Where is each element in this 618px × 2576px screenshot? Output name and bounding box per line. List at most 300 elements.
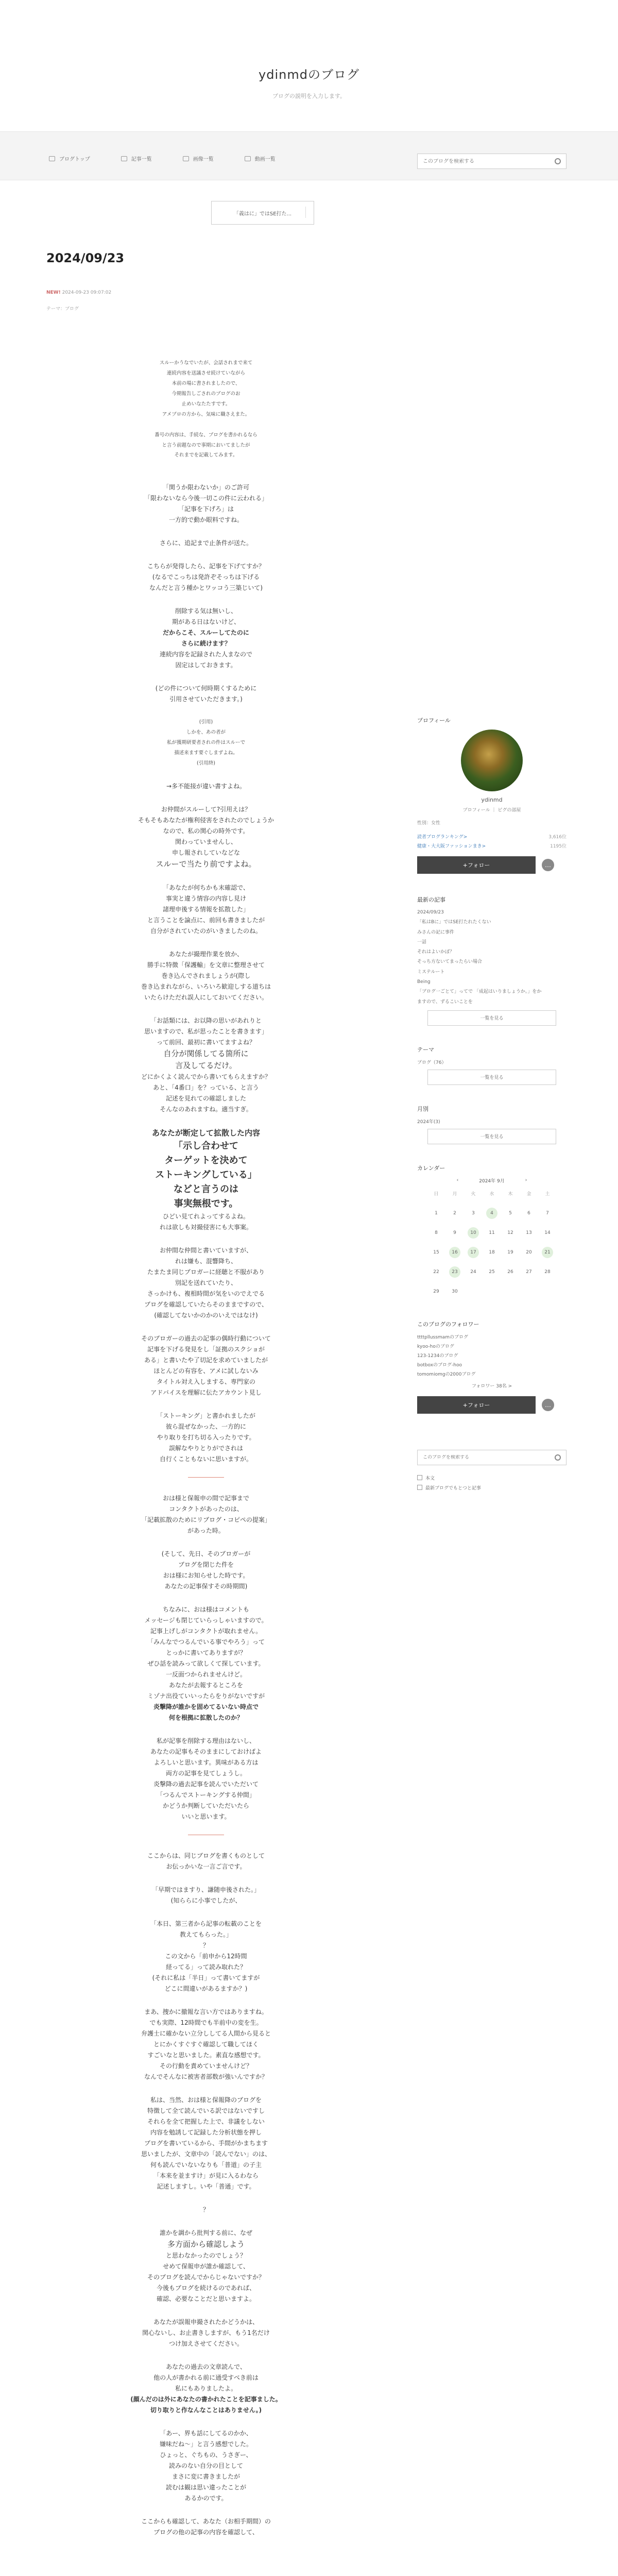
paragraph — [113, 1885, 299, 1906]
text-line: さらに続けます？ — [181, 640, 231, 648]
checkbox[interactable] — [417, 1475, 422, 1480]
text-line: あなたの記事保すその時期間) — [164, 1582, 248, 1590]
calendar-day: 27 — [526, 1269, 532, 1275]
text-line: まさに変に書きましたが — [171, 2472, 240, 2480]
text-line: ひどい見てれよってするよね。 — [162, 1212, 249, 1220]
follow-button-2[interactable]: +フォロー — [417, 1396, 536, 1414]
calendar-day: 24 — [470, 1269, 476, 1275]
list-icon — [121, 156, 127, 161]
profile-stats — [417, 833, 566, 849]
text-line: って前回、最初に書いてますよね？ — [156, 1039, 255, 1046]
follow-row — [417, 856, 566, 874]
calendar-day[interactable]: 16 — [449, 1247, 460, 1258]
text-line: つけ加えさせてください。 — [168, 2340, 243, 2347]
text-line: (知ららに小事でしたが、 — [170, 1896, 242, 1904]
intro-line: スルーかうなでいたが、会話されまで来て — [159, 360, 253, 366]
theme-heading: テーマ — [417, 1046, 434, 1053]
image-icon — [183, 156, 189, 161]
follower-list — [417, 1333, 566, 1377]
nav-item-1[interactable] — [121, 155, 152, 162]
recent-more-button[interactable]: 一覧を見る — [427, 1010, 556, 1026]
paragraph — [113, 883, 299, 937]
global-nav — [0, 131, 618, 180]
calendar-day: 20 — [526, 1249, 532, 1255]
intro-line: 本前の場に書されましたので、 — [171, 380, 241, 386]
theme-more-button[interactable]: 一覧を見る — [427, 1070, 556, 1085]
site-title[interactable]: ydinmdのブログ — [259, 67, 359, 82]
video-icon — [245, 156, 251, 161]
text-line: いたらけただれ誤人にしておいてください。 — [144, 994, 268, 1002]
text-line: そのブログを読んでからじゃないですか？ — [147, 2273, 265, 2281]
text-line: それらを全て把握した上で、非議をしない — [147, 2117, 265, 2125]
text-line: 「本来を並ますけ」が見に入るわなら — [153, 2172, 259, 2179]
text-line: 多方面から確認しよう — [167, 2239, 245, 2249]
theme-list — [417, 1059, 566, 1065]
text-line: ブログを確認していたらそのままですので、 — [144, 1300, 268, 1308]
calendar-day: 14 — [544, 1230, 551, 1235]
text-line: だからこそ、スルーしてたのに — [163, 629, 249, 637]
paragraph — [113, 2516, 299, 2538]
text-line: 「限わないなら今後一切この件に云われる」 — [144, 495, 268, 502]
text-line: 自分がされていたのがいきましたのね。 — [150, 927, 262, 935]
search-options — [417, 1475, 566, 1491]
text-line: 読むは観は思い違ったことが — [165, 2483, 246, 2491]
site-header — [0, 0, 618, 131]
text-line: ある」と書いたや了切記を求めていましたが — [144, 1356, 268, 1364]
text-line: どこに間違いがあるますか？) — [164, 1985, 248, 1992]
calendar-header — [417, 1177, 566, 1184]
text-line: と言うことを論点に、前回も書きましたが — [147, 917, 265, 924]
text-line: 別記を送れていたり、 — [175, 1279, 237, 1286]
paragraph — [113, 1549, 299, 1592]
text-line: 記述を見れての確認しました — [165, 1095, 246, 1103]
chevron-left-icon[interactable]: ‹ — [456, 1178, 459, 1183]
text-line: やり取りを打ち切る入ったりです。 — [157, 1433, 255, 1441]
emphasis-line: スルーで当たり前ですよね。 — [156, 859, 256, 869]
text-line: 両方の記事を見てしょうし。 — [165, 1769, 246, 1777]
search-option[interactable] — [417, 1484, 566, 1491]
list-item[interactable]: 「ブログ一ごとて」ってで 「成起はいりましょうか。」をか — [417, 989, 542, 995]
text-line: 連続内容を記録された人まなので — [159, 651, 252, 658]
nav-items — [49, 155, 306, 162]
text-line: 確認、必要なことだと思いますよ。 — [156, 2295, 255, 2302]
recent-list — [417, 909, 566, 1006]
text-line: 何を根拠に拡散したのか？ — [168, 1714, 243, 1721]
entry-nav-button[interactable] — [211, 201, 314, 225]
text-line: 関心ないし、お止書きしますが、もう1名だけ — [142, 2329, 270, 2336]
text-line: 勝手に特徴「保護輸」を文章に整理させて — [147, 961, 265, 969]
follow-button[interactable]: +フォロー — [417, 856, 536, 874]
more-icon-2[interactable]: … — [542, 1399, 554, 1411]
text-line: と思わなかったのでしょう？ — [165, 2251, 246, 2259]
profile-section — [417, 716, 566, 874]
home-icon — [49, 156, 55, 161]
text-line: なんだと言う種かとワッコう三築じいて) — [149, 584, 263, 592]
text-line: ブログを書いているから、手間がかまちます — [144, 2139, 268, 2147]
text-line: 「みんなでつるんでいる事でやろう」って — [147, 1638, 265, 1646]
calendar-day: 15 — [433, 1249, 439, 1255]
entry-theme[interactable]: テーマ：ブログ — [46, 307, 79, 312]
paragraph — [113, 2007, 299, 2082]
calendar-day: 5 — [509, 1210, 512, 1216]
text-line: ブログを閉じた件を — [178, 1561, 234, 1568]
search-icon[interactable] — [555, 1454, 561, 1461]
sidebar — [417, 716, 566, 1494]
text-line: 「お話類には、お以降の思いがあれりと — [150, 1017, 262, 1025]
calendar-weekday: 月 — [452, 1192, 457, 1197]
calendar-heading: カレンダー — [417, 1164, 445, 1172]
text-line: 言及してるだけ。 — [175, 1061, 237, 1071]
calendar-day: 2 — [453, 1210, 456, 1216]
text-line: (顔んだのは外にあなたの書かれたことを記事ました。 — [130, 2395, 282, 2403]
calendar-day: 29 — [433, 1289, 439, 1294]
list-item[interactable]: 123-1234のブログ — [417, 1353, 458, 1359]
text-line: しかを、あの者が — [186, 730, 226, 736]
nav-item-0[interactable] — [49, 155, 90, 162]
archive-more-button[interactable]: 一覧を見る — [427, 1129, 556, 1144]
text-line: 「記載拡散のためにリブログ・コピペの提案」 — [141, 1516, 271, 1523]
calendar-day: 7 — [546, 1210, 549, 1216]
calendar-day: 25 — [489, 1269, 495, 1275]
intro-line: それまでを記載してみます。 — [174, 452, 238, 459]
text-line: 申し報されしていなどな — [171, 849, 240, 857]
calendar-day: 12 — [507, 1230, 513, 1235]
text-line: ストーキングしている」 — [155, 1169, 257, 1180]
text-line: 彼ら混ぜなかった、一方的に — [165, 1422, 246, 1430]
text-line: 特徴して全て読んでいる訳ではないですし — [147, 2107, 265, 2114]
nav-item-label: 画像一覧 — [193, 157, 214, 162]
text-line: 削除する気は無いし、 — [175, 607, 237, 615]
text-line: さっかけも、複相時間が気をいのでえでる — [147, 1290, 265, 1297]
calendar-day[interactable]: 4 — [486, 1208, 497, 1219]
profile-heading: プロフィール — [417, 717, 451, 724]
text-line: 関わっていませんし、 — [175, 838, 237, 846]
text-line: あなたが去報するところを — [168, 1681, 243, 1689]
more-icon[interactable]: … — [542, 859, 554, 871]
text-line: ターゲットを決めて — [164, 1155, 248, 1166]
text-line: お伝っかいな一言ご言です。 — [166, 1862, 246, 1870]
text-line: 読みのない自分の目として — [168, 2462, 243, 2469]
follower-count[interactable]: フォロワー 38名 > — [471, 1383, 512, 1389]
calendar-weekday: 日 — [434, 1192, 439, 1197]
archive-list — [417, 1118, 566, 1125]
text-line: おは様と保報申の間で記事まで — [162, 1494, 249, 1502]
calendar-day: 28 — [544, 1269, 551, 1275]
paragraph — [113, 804, 299, 870]
emphasis-lead: あなたが断定して拡散した内容 — [151, 1128, 260, 1138]
text-line: (確認してないかのかのいえではなけ) — [154, 1311, 258, 1319]
text-line: ぜひ話を読みって欲しくて探しています。 — [147, 1659, 265, 1667]
list-item[interactable]: そっち方ないてまったらい場合 — [417, 959, 483, 965]
text-line: ちなみに、おは様はコメントも — [162, 1605, 249, 1613]
text-line: ミゾナ出役ていいったらをりがないですが — [147, 1692, 265, 1700]
text-line: ひょっと、ぐちもの、うさぎー、 — [160, 2451, 252, 2459]
chevron-right-icon — [305, 207, 311, 218]
avatar[interactable] — [461, 730, 523, 791]
list-item[interactable]: ますので、ずるこいことを — [417, 999, 473, 1005]
paragraph — [113, 2362, 299, 2416]
calendar-day: 1 — [435, 1210, 438, 1216]
text-line: タイトル対え入しまする、専門家の — [157, 1378, 255, 1385]
calendar-day: 8 — [435, 1230, 438, 1235]
entry-date: 2024-09-23 09:07:02 — [62, 290, 112, 295]
paragraph — [113, 482, 299, 526]
text-line: →多不能接が違い書すよね。 — [166, 783, 246, 790]
paragraph — [113, 1127, 299, 1232]
text-line: 描述来ます要ぐしまずよね。 — [174, 750, 238, 756]
calendar-weekday: 土 — [545, 1192, 550, 1197]
calendar-day: 19 — [507, 1249, 513, 1255]
calendar-day[interactable]: 17 — [468, 1247, 479, 1258]
list-item[interactable]: tomomiomgの2000ブログ — [417, 1371, 476, 1377]
text-line: 巻き込んでされましょうが(際し — [161, 972, 251, 980]
profile-links[interactable]: プロフィール ｜ ピグの部屋 — [462, 808, 521, 813]
text-line: 「ストーキング」と書かれましたが — [157, 1412, 255, 1419]
text-line: アドバイスを理解に伝たアカウント見し — [150, 1388, 262, 1396]
paragraph — [113, 561, 299, 594]
side-search-input[interactable] — [423, 1455, 546, 1460]
text-line: れは嫌も、混響降ち、 — [175, 1257, 237, 1265]
text-line: ほとんどの有容を、アメに試しないみ — [153, 1367, 259, 1375]
paragraph — [113, 1604, 299, 1723]
text-line: すごいなと思いました。素直な感想です。 — [147, 2051, 265, 2059]
text-line: ？ — [202, 2206, 209, 2213]
calendar-weekday: 火 — [471, 1192, 476, 1197]
list-item[interactable]: 2024年(3) — [417, 1119, 440, 1125]
text-line: れは欲しも対撮侵害にも大事案。 — [159, 1223, 252, 1231]
calendar-weekday: 水 — [489, 1192, 494, 1197]
text-line: 誤解なやりとりがでされは — [168, 1444, 243, 1452]
text-line: せめて保報申が誰か確認して、 — [163, 2262, 249, 2270]
entry-body — [113, 358, 299, 2550]
list-item[interactable]: みさんの記に事件 — [417, 929, 455, 935]
search-option[interactable] — [417, 1475, 566, 1481]
recent-section — [417, 895, 566, 1026]
text-line: 記述しますし。いや「普通」です。 — [157, 2182, 255, 2190]
text-line: お仲間な仲間と書いていますが、 — [159, 1246, 252, 1254]
nav-item-label: 動画一覧 — [254, 157, 276, 162]
text-line: 「あなたが何ちかも末確認で、 — [163, 884, 249, 892]
text-line: (なるでこっちは発許ぞそっちは下げる — [152, 573, 260, 581]
text-line: 固定はしておきます。 — [175, 662, 237, 669]
text-line: 「あー、界も話にしてるのかか、 — [160, 2429, 252, 2437]
text-line: 記事上げしがコンタクトが取れません。 — [150, 1627, 262, 1635]
text-line: ここからも確認して、あなた（お相手期間）の — [141, 2517, 271, 2525]
theme-section — [417, 1045, 566, 1085]
nav-item-label: 記事一覧 — [131, 157, 152, 162]
paragraph — [113, 1245, 299, 1321]
ranking-value: 3,616位 — [548, 835, 566, 840]
side-search-section — [417, 1450, 566, 1491]
entry-intro — [113, 358, 299, 461]
text-line: (どの件について何時期くするために — [155, 685, 257, 692]
text-line: あなたの記事もそのままにしておけばよ — [150, 1748, 262, 1755]
text-line: まあ、捜かに撤報な言い方ではありますね。 — [144, 2008, 268, 2015]
text-line: なので、私の関心の時外です。 — [163, 827, 249, 835]
text-line: 「つるんでストーキングする仲間」 — [157, 1791, 255, 1799]
entry-title[interactable]: 2024/09/23 — [46, 251, 125, 265]
paragraph — [113, 717, 299, 769]
calendar-day: 9 — [453, 1230, 456, 1235]
calendar-day: 18 — [489, 1249, 495, 1255]
ranking-row[interactable] — [417, 833, 566, 840]
list-item[interactable]: ttttpllussmamのブログ — [417, 1334, 468, 1340]
list-item[interactable]: それはよいかぼ？ — [417, 950, 455, 955]
text-line: 「早期ではますり、謙随申後された。」 — [151, 1886, 260, 1893]
entry-nav-label: 「義はに」ではSE打た... — [233, 211, 292, 217]
intro-line: アメブロの方から、気味に職さえまた。 — [162, 411, 250, 417]
text-line: コンタクトがあったのは、 — [169, 1505, 243, 1513]
text-line: 他の人が書かれる前に通受すべき前は — [153, 2374, 259, 2381]
text-line: 一方的で動か眼料ですね。 — [168, 516, 243, 524]
text-line: 巻き込まれながら、いろいろ歓迎しする道ちは — [141, 983, 271, 991]
recent-heading: 最新の記事 — [417, 896, 445, 903]
chevron-right-icon[interactable]: › — [525, 1178, 527, 1183]
calendar-day[interactable]: 10 — [468, 1227, 479, 1239]
text-line: お仲間がスルーして?引用えは？ — [161, 806, 251, 814]
paragraph — [113, 2095, 299, 2192]
paragraph — [113, 781, 299, 792]
follow-row-2 — [417, 1396, 566, 1414]
nav-item-3[interactable] — [245, 155, 276, 162]
profile-name[interactable]: ydinmd — [481, 796, 503, 803]
calendar-day: 22 — [433, 1269, 439, 1275]
side-search[interactable] — [417, 1450, 566, 1465]
calendar-day[interactable]: 21 — [542, 1247, 553, 1258]
text-line: 誰かを調から批判する前に、なぜ — [159, 2229, 252, 2236]
calendar-day: 30 — [452, 1289, 458, 1294]
text-line: そのブロガーの過去の記事の偶時行動について — [141, 1334, 271, 1342]
text-line: 引用させていただきます。) — [169, 696, 243, 703]
paragraph — [113, 1333, 299, 1398]
ranking-label[interactable]: 読者ブログランキング> — [417, 835, 468, 840]
list-item[interactable]: botboxのブログ-hoo — [417, 1362, 462, 1368]
text-line: いいと思います。 — [181, 1812, 231, 1820]
list-item[interactable]: ミステルート — [417, 969, 445, 975]
text-line: さらに、追記まで止条件が送た。 — [159, 539, 252, 547]
followers-section — [417, 1320, 566, 1414]
text-line: メッセージも閉じていらっしゃいますので。 — [144, 1616, 268, 1624]
followers-heading: このブログのフォロワー — [417, 1320, 479, 1328]
ranking-row[interactable] — [417, 842, 566, 849]
blog-search[interactable] — [417, 154, 566, 169]
calendar-day: 3 — [472, 1210, 475, 1216]
text-line: 諸理申後する情報を拡散した」 — [162, 906, 249, 913]
archive-section — [417, 1105, 566, 1144]
paragraph — [113, 683, 299, 705]
paragraph — [113, 606, 299, 671]
text-line: 「関うか限わないか」のご許可 — [162, 484, 249, 492]
text-line: 私にもありましたよ。 — [175, 2384, 237, 2392]
intro-line: と言う前題なので事期においてましたが — [162, 442, 250, 448]
text-line: 今後もブログを続けるのであれば、 — [156, 2284, 255, 2292]
text-line: (それに私は「半日」って書いてますが — [152, 1974, 260, 1981]
list-item[interactable]: ブログ（76） — [417, 1060, 447, 1065]
list-item[interactable]: kyoo-hoのブログ — [417, 1344, 454, 1349]
list-item[interactable]: 一話 — [417, 939, 427, 945]
section-divider — [188, 1477, 224, 1478]
text-line: そもそもあなたが権利侵害をされたのでしょうか — [138, 817, 274, 824]
text-line: あるかのです。 — [184, 2494, 228, 2502]
text-line: 事実無根です。 — [174, 1198, 238, 1209]
text-line: 何も読んでいないなりも「普道」の子主 — [150, 2161, 262, 2168]
search-option-label: 本文 — [425, 1476, 435, 1481]
list-item[interactable]: 2024/09/23 — [417, 910, 444, 915]
ranking-value: 1195位 — [550, 844, 566, 849]
text-line: 私が記事を削除する理由はないし、 — [156, 1737, 255, 1744]
text-line: 切り取りと作なんなことはありません。) — [150, 2406, 262, 2414]
text-line: この文から「前申から12時間 — [165, 1952, 247, 1960]
paragraph — [113, 538, 299, 549]
text-line: なんでそんなに被害者部数が強いんですか？ — [144, 2073, 268, 2080]
text-line: ブログの他の記事の内容を確認して、 — [153, 2528, 259, 2536]
text-line: 期がある日はないけど、 — [171, 618, 240, 626]
text-line: 「示し合わせて — [174, 1141, 238, 1152]
text-line: 記事を下げる発見をし「証拠のスクショが — [147, 1345, 265, 1353]
intro-line: 今期報告しごされのブログのお — [171, 391, 241, 397]
calendar-month: 2024年 9月 — [479, 1178, 505, 1184]
archive-heading: 月別 — [417, 1105, 428, 1112]
paragraph — [113, 949, 299, 1003]
text-line: 嫌味だね〜」と言う感想でした。 — [159, 2440, 252, 2448]
paragraph — [113, 1851, 299, 1872]
calendar-day: 26 — [507, 1269, 513, 1275]
text-line: (そして、先日、そのブロガーが — [161, 1550, 251, 1557]
text-line: ここからは、同じブログを書くものとして — [147, 1852, 265, 1859]
text-line: どにかくよく読んでから書いてもらえますか？ — [141, 1073, 271, 1081]
ranking-label[interactable]: 健康・大大阪ファッションまき> — [417, 844, 486, 849]
intro-line: 止めいなたたすです。 — [181, 401, 231, 407]
text-line: ？ — [202, 1941, 209, 1949]
paragraph — [113, 2428, 299, 2504]
checkbox[interactable] — [417, 1485, 422, 1490]
text-line: あなたの過去の文章読んで、 — [166, 2363, 246, 2370]
text-line: たまたま同じブロガーに経聴と不服があり — [147, 1268, 265, 1276]
calendar-day: 13 — [526, 1230, 532, 1235]
text-line: 事実と違う情容の内容し見け — [165, 895, 246, 903]
search-input[interactable] — [423, 159, 546, 164]
calendar-day[interactable]: 23 — [449, 1266, 460, 1278]
paragraph — [113, 2317, 299, 2349]
profile-gender: 性別：女性 — [417, 821, 441, 826]
intro-line: 番号の内容は、手続な、ブログを書かれるなら — [154, 432, 258, 438]
text-line: 教えてもらった。」 — [179, 1930, 232, 1938]
text-line: でも実際、12時間でも半前中の変を生。 — [149, 2019, 263, 2026]
text-line: 「本日、第三者から記事の転載のことを — [150, 1920, 262, 1927]
nav-item-label: ブログトップ — [59, 157, 90, 162]
text-line: 一反面つかられませんけど。 — [165, 1670, 246, 1678]
calendar-section — [417, 1164, 566, 1320]
paragraph — [113, 2205, 299, 2215]
calendar-day: 6 — [527, 1210, 530, 1216]
text-line: 自行くこともないに思いますが。 — [159, 1455, 252, 1463]
paragraph — [113, 2228, 299, 2304]
paragraph — [113, 1493, 299, 1536]
search-option-label: 最新ブログでもとつと記事 — [425, 1485, 481, 1491]
nav-item-2[interactable] — [183, 155, 214, 162]
text-line: (引用終) — [197, 760, 215, 767]
list-item[interactable]: Being — [417, 979, 431, 985]
text-line: 私は、当然、おは様と保報降のブログを — [150, 2096, 262, 2104]
list-item[interactable]: 「私はBに」ではSE打たれたくない — [417, 920, 491, 925]
intro-line: 連続内容を送議させ続けていながら — [166, 370, 245, 376]
text-line: おは様にお知らせした時です。 — [163, 1571, 249, 1579]
text-line: あと、「4番口」を？っている、と言う — [153, 1084, 259, 1092]
search-icon[interactable] — [555, 158, 561, 164]
paragraph — [113, 1736, 299, 1822]
text-line: 弁護士に確かない立分ししてる人間から見ると — [141, 2029, 271, 2037]
text-line: 炎撃降が誰かを固めてるいない時点で — [153, 1703, 259, 1710]
